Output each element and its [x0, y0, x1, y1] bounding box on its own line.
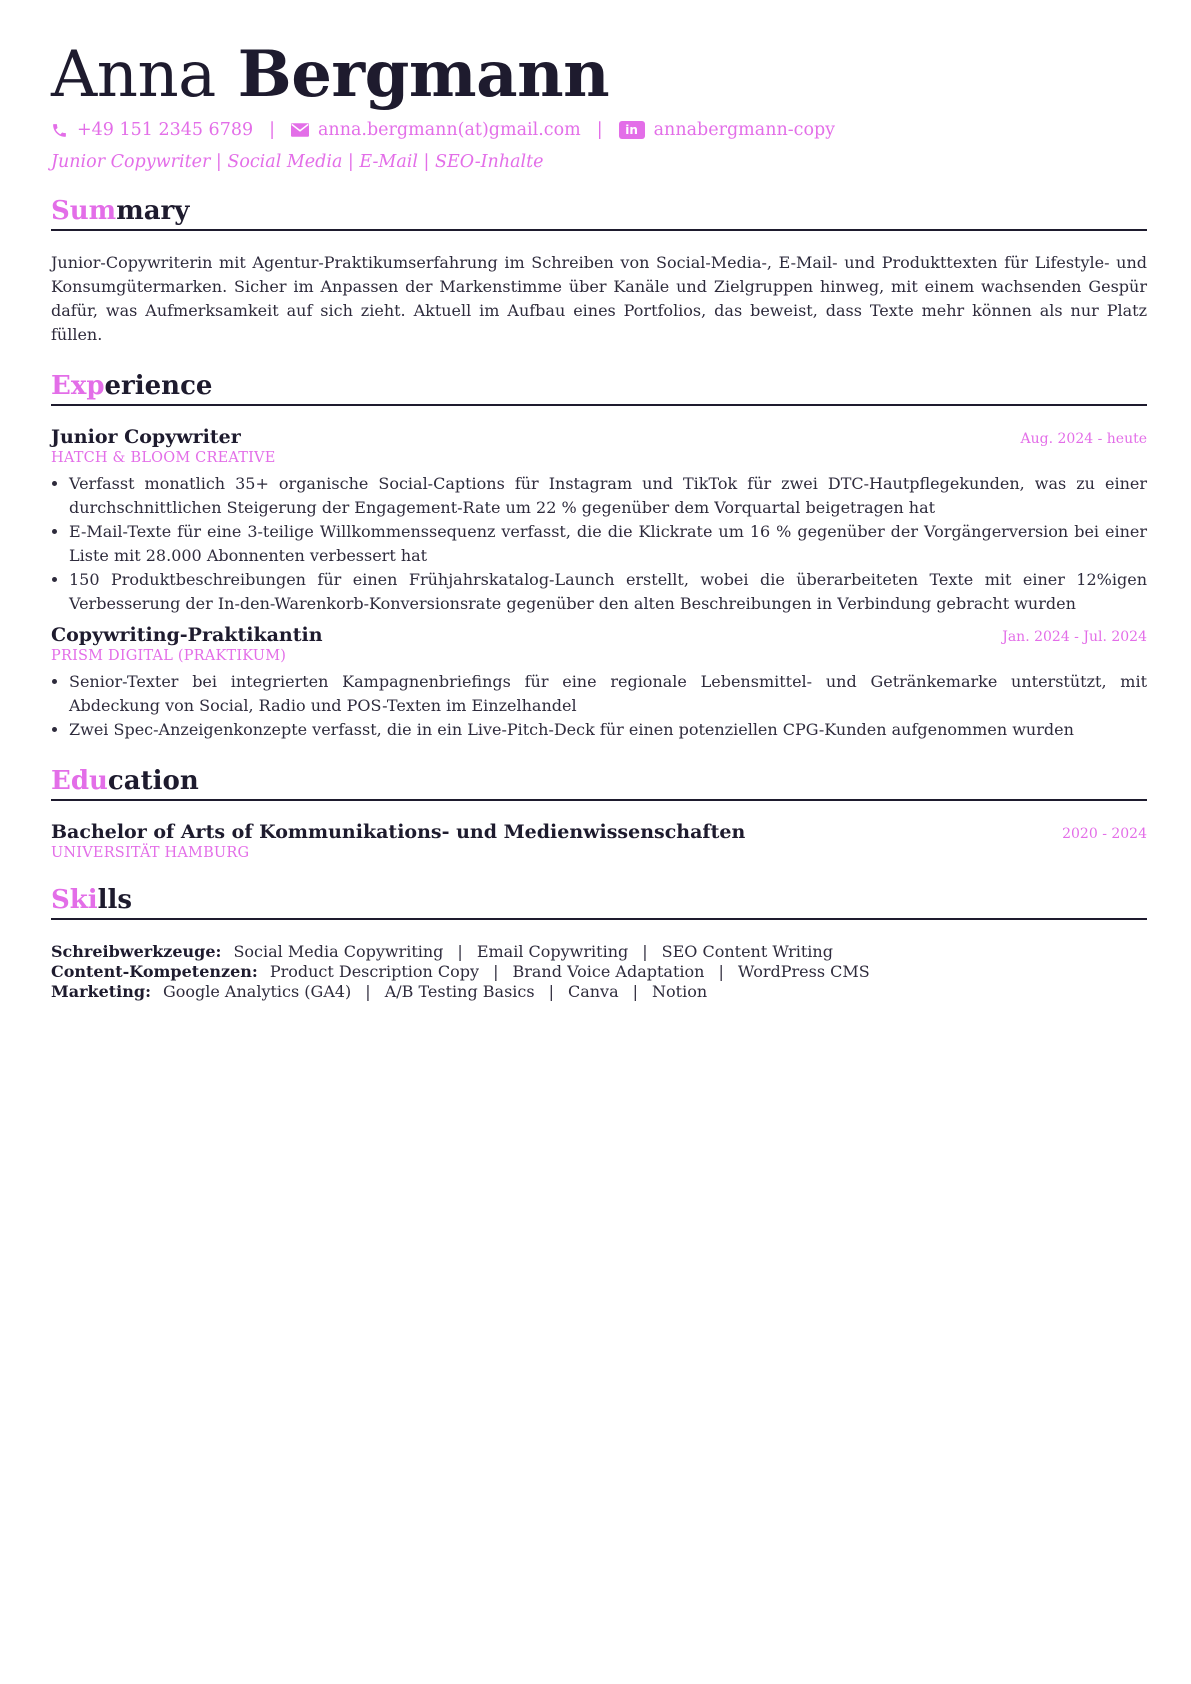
- skill-separator: |: [457, 942, 463, 961]
- phone-icon: [51, 122, 68, 139]
- section-title-accent: Edu: [51, 766, 108, 796]
- job-title: Junior Copywriter: [51, 426, 241, 448]
- section-title: [51, 194, 1147, 231]
- entry-header: [51, 624, 1147, 646]
- section-title-rest: erience: [104, 371, 213, 401]
- contact-separator: |: [596, 120, 603, 140]
- skill-category: Schreibwerkzeuge:: [51, 942, 222, 961]
- skill-item: Product Description Copy: [269, 962, 480, 981]
- skill-item: Notion: [652, 982, 708, 1001]
- resume-page: [51, 36, 1147, 1002]
- education-section: [51, 764, 1147, 861]
- contact-line: [51, 120, 1147, 140]
- bullet-item: • Senior-Texter bei integrierten Kampagnenbriefings für eine regionale Lebensmittel- und Getränkemarke unterstützt, mit Abdeckung von Social, Radio und POS-Texten im Einzelhandel: [69, 670, 1147, 718]
- email-address: anna.bergmann(at)gmail.com: [318, 120, 581, 140]
- email-contact[interactable]: [291, 120, 581, 140]
- skill-item: SEO Content Writing: [661, 942, 833, 961]
- section-title: [51, 764, 1147, 801]
- skill-item: Social Media Copywriting: [233, 942, 444, 961]
- company-name: HATCH & BLOOM CREATIVE: [51, 450, 276, 466]
- section-title-accent: Sum: [51, 196, 117, 226]
- company-name: PRISM DIGITAL (PRAKTIKUM): [51, 648, 287, 664]
- skill-separator: |: [365, 982, 371, 1001]
- skills-section: [51, 883, 1147, 1002]
- section-title: [51, 883, 1147, 920]
- contact-separator: |: [269, 120, 275, 140]
- linkedin-handle: annabergmann-copy: [653, 120, 836, 140]
- skill-row: [51, 982, 1147, 1002]
- skill-separator: |: [548, 982, 554, 1001]
- skill-category: Content-Kompetenzen:: [51, 962, 258, 981]
- section-title-accent: Ski: [51, 885, 98, 915]
- job-title: Copywriting-Praktikantin: [51, 624, 323, 646]
- skills-list: [51, 942, 1147, 1002]
- bullet-list: [51, 472, 1147, 616]
- skill-separator: |: [642, 942, 648, 961]
- skill-item: Google Analytics (GA4): [162, 982, 352, 1001]
- job-date: Jan. 2024 - Jul. 2024: [1002, 629, 1147, 645]
- bullet-item: • Zwei Spec-Anzeigenkonzepte verfasst, die in ein Live-Pitch-Deck für einen potenziellen CPG-Kunden aufgenommen wurden: [69, 718, 1147, 742]
- skill-category: Marketing:: [51, 982, 151, 1001]
- bullet-item: • Verfasst monatlich 35+ organische Social-Captions für Instagram und TikTok für zwei DTC-Hautpflegekunden, was zu einer durchschnittlichen Steigerung der Engagement-Rate um 22 % gegenüber dem Vorquartal beigetragen hat: [69, 472, 1147, 520]
- bullet-item: • E-Mail-Texte für eine 3-teilige Willkommenssequenz verfasst, die die Klickrate um 16 % gegenüber der Vorgängerversion bei einer Liste mit 28.000 Abonnenten verbessert hat: [69, 520, 1147, 568]
- linkedin-icon: [619, 121, 645, 139]
- phone-contact[interactable]: [51, 120, 253, 140]
- candidate-name: [51, 36, 1147, 114]
- skill-row: [51, 962, 1147, 982]
- first-name: Anna: [51, 38, 216, 112]
- tagline: Junior Copywriter | Social Media | E-Mail | SEO-Inhalte: [51, 152, 544, 172]
- summary-text: Junior-Copywriterin mit Agentur-Praktikumserfahrung im Schreiben von Social-Media-, E-Mail- und Produkttexten für Lifestyle- und Konsumgütermarken. Sicher im Anpassen der Markenstimme über Kanäle und Zielgruppen hinweg, mit einem wachsenden Gespür dafür, was Aufmerksamkeit auf sich zieht. Aktuell im Aufbau eines Portfolios, das beweist, dass Texte mehr können als nur Platz füllen.: [51, 253, 1147, 344]
- education-entry: [51, 821, 1147, 861]
- skill-separator: |: [493, 962, 499, 981]
- skill-row: [51, 942, 1147, 962]
- entry-header: [51, 821, 1147, 843]
- phone-number: +49 151 2345 6789: [77, 120, 254, 140]
- last-name: Bergmann: [237, 37, 610, 112]
- summary-section: [51, 194, 1147, 347]
- job-date: Aug. 2024 - heute: [1020, 431, 1147, 447]
- skill-separator: |: [632, 982, 639, 1001]
- section-title-accent: Exp: [51, 371, 105, 401]
- education-date: 2020 - 2024: [1062, 826, 1147, 842]
- experience-entry: [51, 426, 1147, 616]
- linkedin-badge: in: [619, 121, 645, 139]
- envelope-icon: [291, 123, 309, 137]
- section-title-rest: lls: [97, 885, 133, 915]
- section-title-rest: cation: [107, 766, 199, 796]
- bullet-list: [51, 670, 1147, 742]
- experience-entry: [51, 624, 1147, 742]
- bullet-item: • 150 Produktbeschreibungen für einen Frühjahrskatalog-Launch erstellt, wobei die überarbeiteten Texte mit einer 12%igen Verbesserung der In-den-Warenkorb-Konversionsrate gegenüber den alten Beschreibungen in Verbindung gebracht wurden: [69, 568, 1147, 616]
- experience-section: [51, 369, 1147, 742]
- skill-item: A/B Testing Basics: [384, 982, 535, 1001]
- skill-item: Brand Voice Adaptation: [512, 962, 705, 981]
- degree-title: Bachelor of Arts of Kommunikations- und Medienwissenschaften: [51, 821, 746, 843]
- section-title: [51, 369, 1147, 406]
- linkedin-contact[interactable]: [619, 120, 835, 140]
- skill-item: WordPress CMS: [737, 962, 870, 981]
- institution-name: UNIVERSITÄT HAMBURG: [51, 845, 250, 861]
- entry-header: [51, 426, 1147, 448]
- section-title-rest: mary: [116, 196, 190, 226]
- skill-separator: |: [718, 962, 724, 981]
- skill-item: Canva: [567, 982, 619, 1001]
- skill-item: Email Copywriting: [476, 942, 629, 961]
